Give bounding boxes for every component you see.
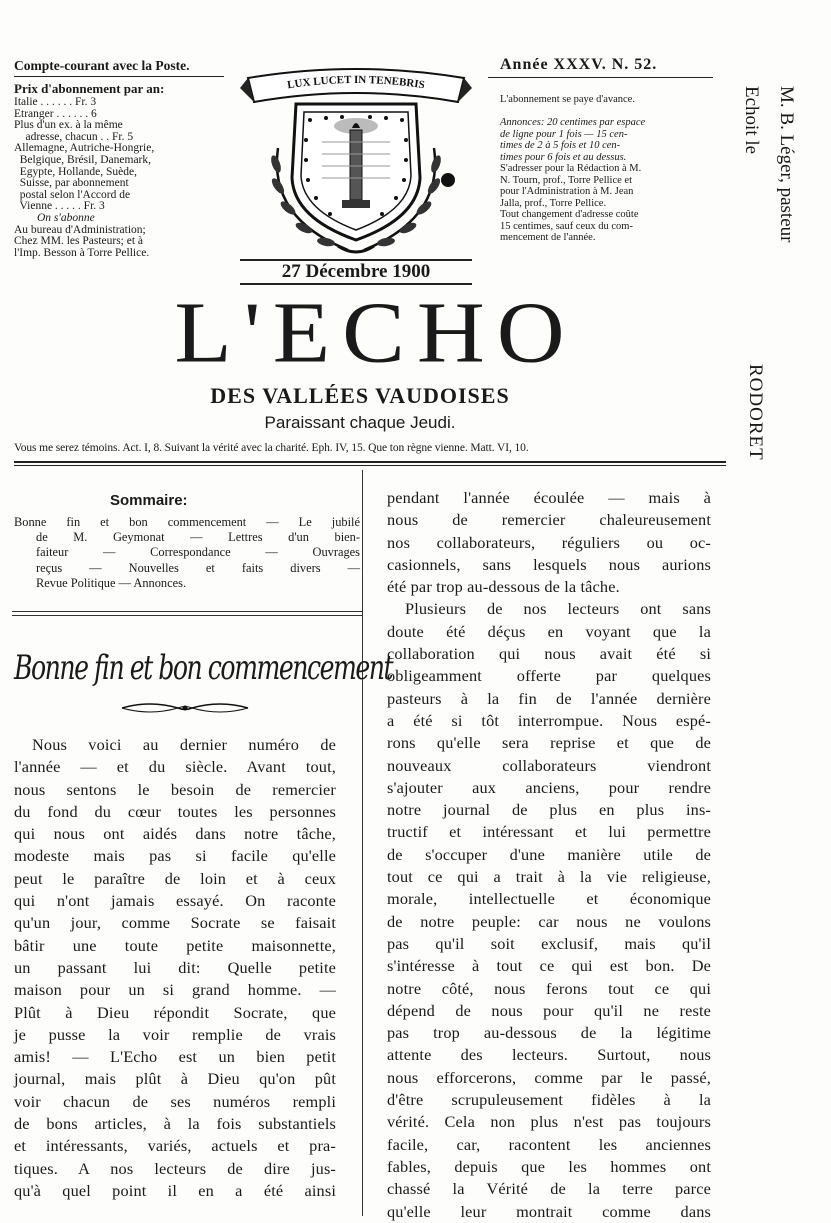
article-line: je pusse la voir remplie de vrais <box>14 1024 336 1044</box>
article-line: s'intéresse à tout ce qui est bon. De <box>387 956 711 976</box>
article-line: l'année — et du siècle. Avant tout, <box>14 757 336 777</box>
address-recipient: M. B. Léger, pasteur <box>776 86 797 243</box>
article-line: pendant l'année écoulée — mais à <box>387 488 711 507</box>
publication-frequency: Paraissant chaque Jeudi. <box>264 413 456 432</box>
article-line: collaboration qui nous avait été si <box>387 644 711 664</box>
article-line: qui nous ont aidés dans notre tâche, <box>14 824 336 844</box>
info-line: de ligne pour 1 fois — 15 cen- <box>500 128 628 140</box>
article-line: et intéressants, variés, actuels et pra- <box>14 1136 336 1156</box>
article-line: maison pour un si grand homme. — <box>14 980 336 1000</box>
article-line: de bons articles, à la fois substantiels <box>14 1114 336 1134</box>
article-line: rons qu'elle sera reprise et que de <box>387 733 711 753</box>
article-line: été par trop au-dessous de la tâche. <box>387 577 620 597</box>
summary-rule <box>12 611 362 612</box>
issue-date: 27 Décembre 1900 <box>240 259 472 285</box>
price-line: Chez MM. les Pasteurs; et à <box>14 235 144 248</box>
article-line: amis! — L'Echo est un bien petit <box>14 1047 336 1067</box>
masthead-rule-thin <box>14 465 726 466</box>
article-line: d'être scrupuleusement fidèles à la <box>387 1090 711 1110</box>
summary-line: Bonne fin et bon commencement — Le jubilé <box>14 515 360 529</box>
article-column-right <box>387 487 711 1223</box>
info-line <box>500 106 645 118</box>
article-line: pas trop au-dessous de la légitime <box>387 1023 711 1043</box>
price-line: Vienne . . . . . Fr. 3 <box>14 200 105 213</box>
article-line: tiques. A nos lecteurs de dire jus- <box>14 1158 336 1178</box>
postal-account-line: Compte-courant avec la Poste. <box>14 58 190 73</box>
article-line: obligeamment offerte par quelques <box>387 666 711 686</box>
price-line: Etranger . . . . . . 6 <box>14 107 97 120</box>
info-line: times pour 6 fois et au dessus. <box>500 151 627 163</box>
article-line: facile, car, racontent les anciennes <box>387 1134 711 1154</box>
article-line: doute été déçus en voyant que la <box>387 621 711 641</box>
info-line: N. Tourn, prof., Torre Pellice et <box>500 174 632 186</box>
article-line: Plusieurs de nos lecteurs ont sans <box>405 599 711 619</box>
article-line: du fond du cœur toutes les personnes <box>14 801 336 821</box>
article-line: a été si tôt interrompue. Nous espé- <box>387 710 711 730</box>
article-line: qu'elle leur montrait comme dans <box>387 1201 711 1221</box>
info-line: 15 centimes, sauf ceux du com- <box>500 220 633 232</box>
address-expiry: Echoit le <box>741 86 762 155</box>
info-line: Tout changement d'adresse coûte <box>500 209 639 220</box>
article-line: fables, depuis que les hommes ont <box>387 1156 711 1176</box>
article-line: voir chacun de ses numéros rempli <box>14 1091 336 1111</box>
article-line: un passant lui dit: Quelle petite <box>14 957 336 977</box>
year-number: Année XXXV. N. 52. <box>500 56 658 73</box>
info-line: pour l'Administration à M. Jean <box>500 186 634 197</box>
price-line: adresse, chacun . . Fr. 5 <box>14 130 134 143</box>
info-line: mencement de l'année. <box>500 232 596 243</box>
subscription-info <box>500 94 645 244</box>
article-line: journal, mais plût à Dieu qu'on pût <box>14 1069 336 1089</box>
price-line: On s'abonne <box>14 211 95 224</box>
article-line: attente des lecteurs. Surtout, nous <box>387 1045 711 1065</box>
summary-line: reçus — Nouvelles et faits divers — <box>36 560 360 575</box>
year-underline <box>488 77 713 78</box>
address-place: RODORET <box>745 364 766 461</box>
article-line: notre côté, nous ferons tout ce qui <box>387 978 711 998</box>
article-line: s'ajouter aux anciens, pour rendre <box>387 777 711 797</box>
article-line: peut le paraître de loin et à ceux <box>14 868 336 888</box>
newspaper-subtitle: DES VALLÉES VAUDOISES <box>210 383 510 408</box>
article-line: qu'un jour, comme Socrate se faisait <box>14 913 336 933</box>
article-line: nos collaborateurs, réguliers ou oc- <box>387 532 711 552</box>
summary-title: Sommaire: <box>110 492 188 509</box>
article-line: morale, intellectuelle et économique <box>387 889 711 909</box>
price-line: postal selon l'Accord de <box>14 188 131 201</box>
article-line: nous efforcerons, comme par le passé, <box>387 1067 711 1087</box>
article-line: chassé la Vérité de la terre parce <box>387 1179 711 1199</box>
article-column-left <box>14 734 336 1202</box>
article-line: Nous voici au dernier numéro de <box>32 735 336 754</box>
info-line: S'adresser pour la Rédaction à M. <box>500 163 642 174</box>
article-line: nouveaux collaborateurs viendront <box>387 755 711 775</box>
article-line: bâtir une toute petite maisonnette, <box>14 935 336 955</box>
article-line: nous de remercier chaleureusement <box>387 510 711 530</box>
info-line: L'abonnement se paye d'avance. <box>500 94 635 105</box>
summary-body <box>14 515 360 591</box>
postal-underline <box>14 76 224 77</box>
price-line: Italie . . . . . . Fr. 3 <box>14 96 97 108</box>
price-line: Au bureau d'Administration; <box>14 223 146 236</box>
price-line: l'Imp. Besson à Torre Pellice. <box>14 246 150 259</box>
summary-rule-2 <box>12 615 362 616</box>
article-line: nous sentons le besoin de remercier <box>14 779 336 799</box>
motto-line: Vous me serez témoins. Act. I, 8. Suivant la vérité avec la charité. Eph. IV, 15. Que ton règne vienne. Matt. VI, 10. <box>14 442 529 454</box>
article-line: qui n'ont jamais essayé. On raconte <box>14 891 336 911</box>
subscription-prices <box>14 97 154 259</box>
article-line: dépend de nous pour qu'il ne reste <box>387 1000 711 1020</box>
summary-line: de M. Geymonat — Lettres d'un bien- <box>36 530 360 545</box>
article-line: de s'occuper d'une manière utile de <box>387 844 711 864</box>
article-title: Bonne fin et bon commencement <box>14 648 393 688</box>
price-line: Plus d'un ex. à la même <box>14 119 123 132</box>
article-line: de notre peuple: car nous ne voulons <box>387 911 711 931</box>
article-line: qu'à quel point il en a été ainsi <box>14 1180 336 1200</box>
summary-line: faiteur — Correspondance — Ouvrages <box>36 545 360 560</box>
article-line: pas qu'il soit exclusif, mais qu'il <box>387 933 711 953</box>
article-line: casionnels, sans lesquels nous aurions <box>387 554 711 574</box>
article-line: vérité. Cela non plus n'est pas toujours <box>387 1112 711 1132</box>
crest-emblem <box>238 68 474 258</box>
newspaper-title: L'ECHO <box>174 285 577 381</box>
info-line: times de 2 à 5 fois et 10 cen- <box>500 140 621 151</box>
info-line: Jalla, prof., Torre Pellice. <box>500 197 607 209</box>
summary-line: Revue Politique — Annonces. <box>36 575 187 590</box>
subscription-title: Prix d'abonnement par an: <box>14 81 165 96</box>
info-line: Annonces: 20 centimes par espace <box>500 117 646 128</box>
article-line: notre journal de plus en plus ins- <box>387 800 711 820</box>
ornament-divider <box>120 698 250 718</box>
column-divider <box>362 470 363 1216</box>
price-line: Belgique, Brésil, Danemark, <box>14 153 152 166</box>
price-line: Egypte, Hollande, Suède, <box>14 165 137 178</box>
price-line: Allemagne, Autriche-Hongrie, <box>14 142 155 155</box>
article-line: modeste mais pas si facile qu'elle <box>14 846 336 866</box>
masthead-rule <box>14 461 726 463</box>
price-line: Suisse, par abonnement <box>14 177 129 190</box>
article-line: tout ce qui a trait à la vie religieuse, <box>387 867 711 887</box>
article-line: Plût à Dieu répondit Socrate, que <box>14 1002 336 1022</box>
crest-motto: LUX LUCET IN TENEBRIS <box>286 73 426 92</box>
article-line: pasteurs à la fin de l'année dernière <box>387 688 711 708</box>
article-line: tructif et intéressant et lui permettre <box>387 822 711 842</box>
